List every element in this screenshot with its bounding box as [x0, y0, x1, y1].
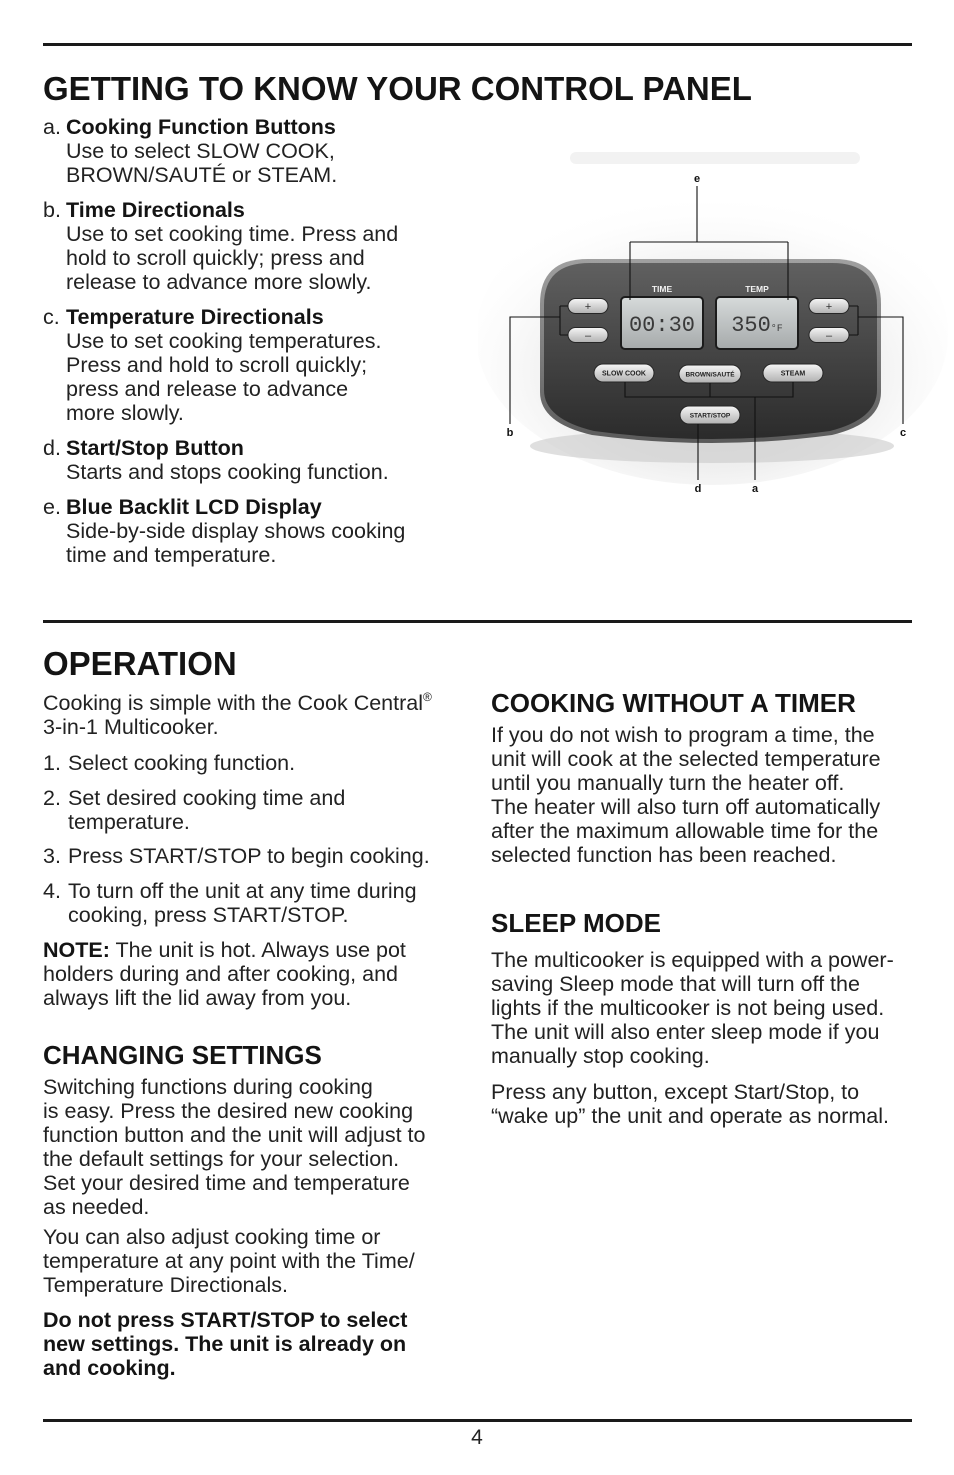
note-paragraph — [43, 938, 406, 1010]
item-letter: e. — [43, 495, 61, 519]
time-label: TIME — [651, 284, 673, 294]
item-letter: d. — [43, 436, 61, 460]
step-number: 1. — [43, 751, 61, 775]
lcd-temp-unit: °F — [770, 324, 783, 335]
top-rule — [43, 43, 912, 46]
item-content — [66, 436, 389, 484]
step-text: Set desired cooking time and temperature. — [68, 785, 346, 834]
control-panel-diagram — [478, 140, 948, 510]
item-content — [66, 305, 382, 425]
step-text: Select cooking function. — [68, 751, 296, 775]
changing-settings-paragraph — [43, 1225, 415, 1297]
list-item-e — [43, 495, 405, 567]
step-text: To turn off the unit at any time during cooking, press START/STOP. — [68, 878, 417, 927]
paragraph-text: The multicooker is equipped with a power- saving Sleep mode that will turn off the lights if the multicooker is not being used. The unit will also enter sleep mode if you manually stop cooking. — [491, 948, 894, 1068]
paragraph-text: If you do not wish to program a time, the unit will cook at the selected temperature until you manually turn the heater off. The heater will also turn off automatically after the maximum allowable time for the selected function has been reached. — [491, 723, 881, 867]
operation-title: OPERATION — [43, 645, 237, 682]
operation-intro — [43, 691, 432, 739]
slow-cook-label: SLOW COOK — [602, 370, 646, 378]
item-label: Start/Stop Button — [66, 436, 244, 460]
changing-settings-heading: CHANGING SETTINGS — [43, 1040, 322, 1070]
plus-icon: + — [584, 301, 592, 313]
paragraph-text: You can also adjust cooking time or temperature at any point with the Time/ Temperature Directionals. — [43, 1225, 415, 1297]
list-item-a — [43, 115, 405, 187]
item-description: Side-by-side display shows cooking time and temperature. — [66, 519, 406, 567]
step-item — [43, 751, 430, 775]
step-text: Press START/STOP to begin cooking. — [68, 844, 430, 868]
cooking-without-timer-paragraph — [491, 723, 881, 867]
minus-icon: – — [825, 330, 833, 342]
control-panel-title: GETTING TO KNOW YOUR CONTROL PANEL — [43, 70, 752, 107]
list-item-c — [43, 305, 405, 425]
callout-d: d — [694, 483, 702, 495]
brown-saute-label: BROWN/SAUTÉ — [685, 371, 735, 379]
cooking-without-timer-heading: COOKING WITHOUT A TIMER — [491, 688, 856, 718]
callout-e: e — [693, 173, 701, 185]
temp-label: TEMP — [745, 284, 769, 294]
item-description: Use to select SLOW COOK, BROWN/SAUTÉ or STEAM. — [66, 139, 338, 187]
section-rule — [43, 620, 912, 623]
page-number: 4 — [471, 1426, 483, 1449]
item-label: Blue Backlit LCD Display — [66, 495, 322, 519]
item-content — [66, 115, 337, 187]
callout-c: c — [899, 427, 907, 439]
lcd-time-value: 00:30 — [628, 313, 696, 338]
note — [43, 938, 406, 1010]
minus-icon: – — [584, 330, 592, 342]
callout-b: b — [506, 427, 514, 439]
registered-mark: ® — [423, 690, 432, 704]
paragraph-text: Press any button, except Start/Stop, to “wake up” the unit and operate as normal. — [491, 1080, 889, 1128]
changing-settings-warning — [43, 1308, 407, 1380]
callout-a: a — [751, 483, 759, 495]
control-panel-list — [43, 115, 405, 578]
item-content — [66, 495, 405, 567]
start-stop-label: START/STOP — [689, 412, 731, 420]
operation-steps — [43, 751, 430, 937]
item-description: Use to set cooking temperatures. Press and hold to scroll quickly; press and release to advance more slowly. — [66, 329, 382, 425]
note-text: The unit is hot. Always use pot holders during and after cooking, and always lift the lid away from you. — [43, 938, 406, 1010]
item-letter: c. — [43, 305, 60, 329]
item-description: Use to set cooking time. Press and hold to scroll quickly; press and release to advance more slowly. — [66, 222, 399, 294]
sleep-mode-paragraph — [491, 948, 894, 1068]
item-description: Starts and stops cooking function. — [66, 460, 389, 484]
item-label: Time Directionals — [66, 198, 245, 222]
paragraph-text: Switching functions during cooking is easy. Press the desired new cooking function button and the unit will adjust to the default settings for your selection. Set your desired time and temperature as needed. — [43, 1075, 426, 1219]
lcd-temp-value: 350 — [731, 313, 771, 338]
list-item-b — [43, 198, 405, 294]
item-content — [66, 198, 398, 294]
plus-icon: + — [825, 301, 833, 313]
step-item — [43, 879, 430, 927]
sleep-mode-heading: SLEEP MODE — [491, 908, 662, 938]
list-item-d — [43, 436, 405, 484]
note-label: NOTE: — [43, 938, 110, 962]
item-label: Cooking Function Buttons — [66, 115, 336, 139]
item-label: Temperature Directionals — [66, 305, 324, 329]
intro-line: 3-in-1 Multicooker. — [43, 715, 219, 739]
intro-text: Cooking is simple with the Cook Central — [43, 691, 423, 715]
step-number: 3. — [43, 844, 61, 868]
step-number: 2. — [43, 785, 61, 810]
item-letter: b. — [43, 198, 61, 222]
steam-label: STEAM — [780, 370, 806, 378]
step-item — [43, 844, 430, 868]
sleep-mode-paragraph — [491, 1080, 889, 1128]
warning-text: Do not press START/STOP to select new settings. The unit is already on and cooking. — [43, 1308, 408, 1380]
changing-settings-paragraph — [43, 1075, 425, 1219]
surface-highlight — [570, 152, 860, 164]
item-letter: a. — [43, 115, 61, 139]
intro-line — [43, 691, 432, 715]
step-number: 4. — [43, 878, 61, 903]
bottom-rule — [43, 1419, 912, 1422]
step-item — [43, 786, 430, 834]
